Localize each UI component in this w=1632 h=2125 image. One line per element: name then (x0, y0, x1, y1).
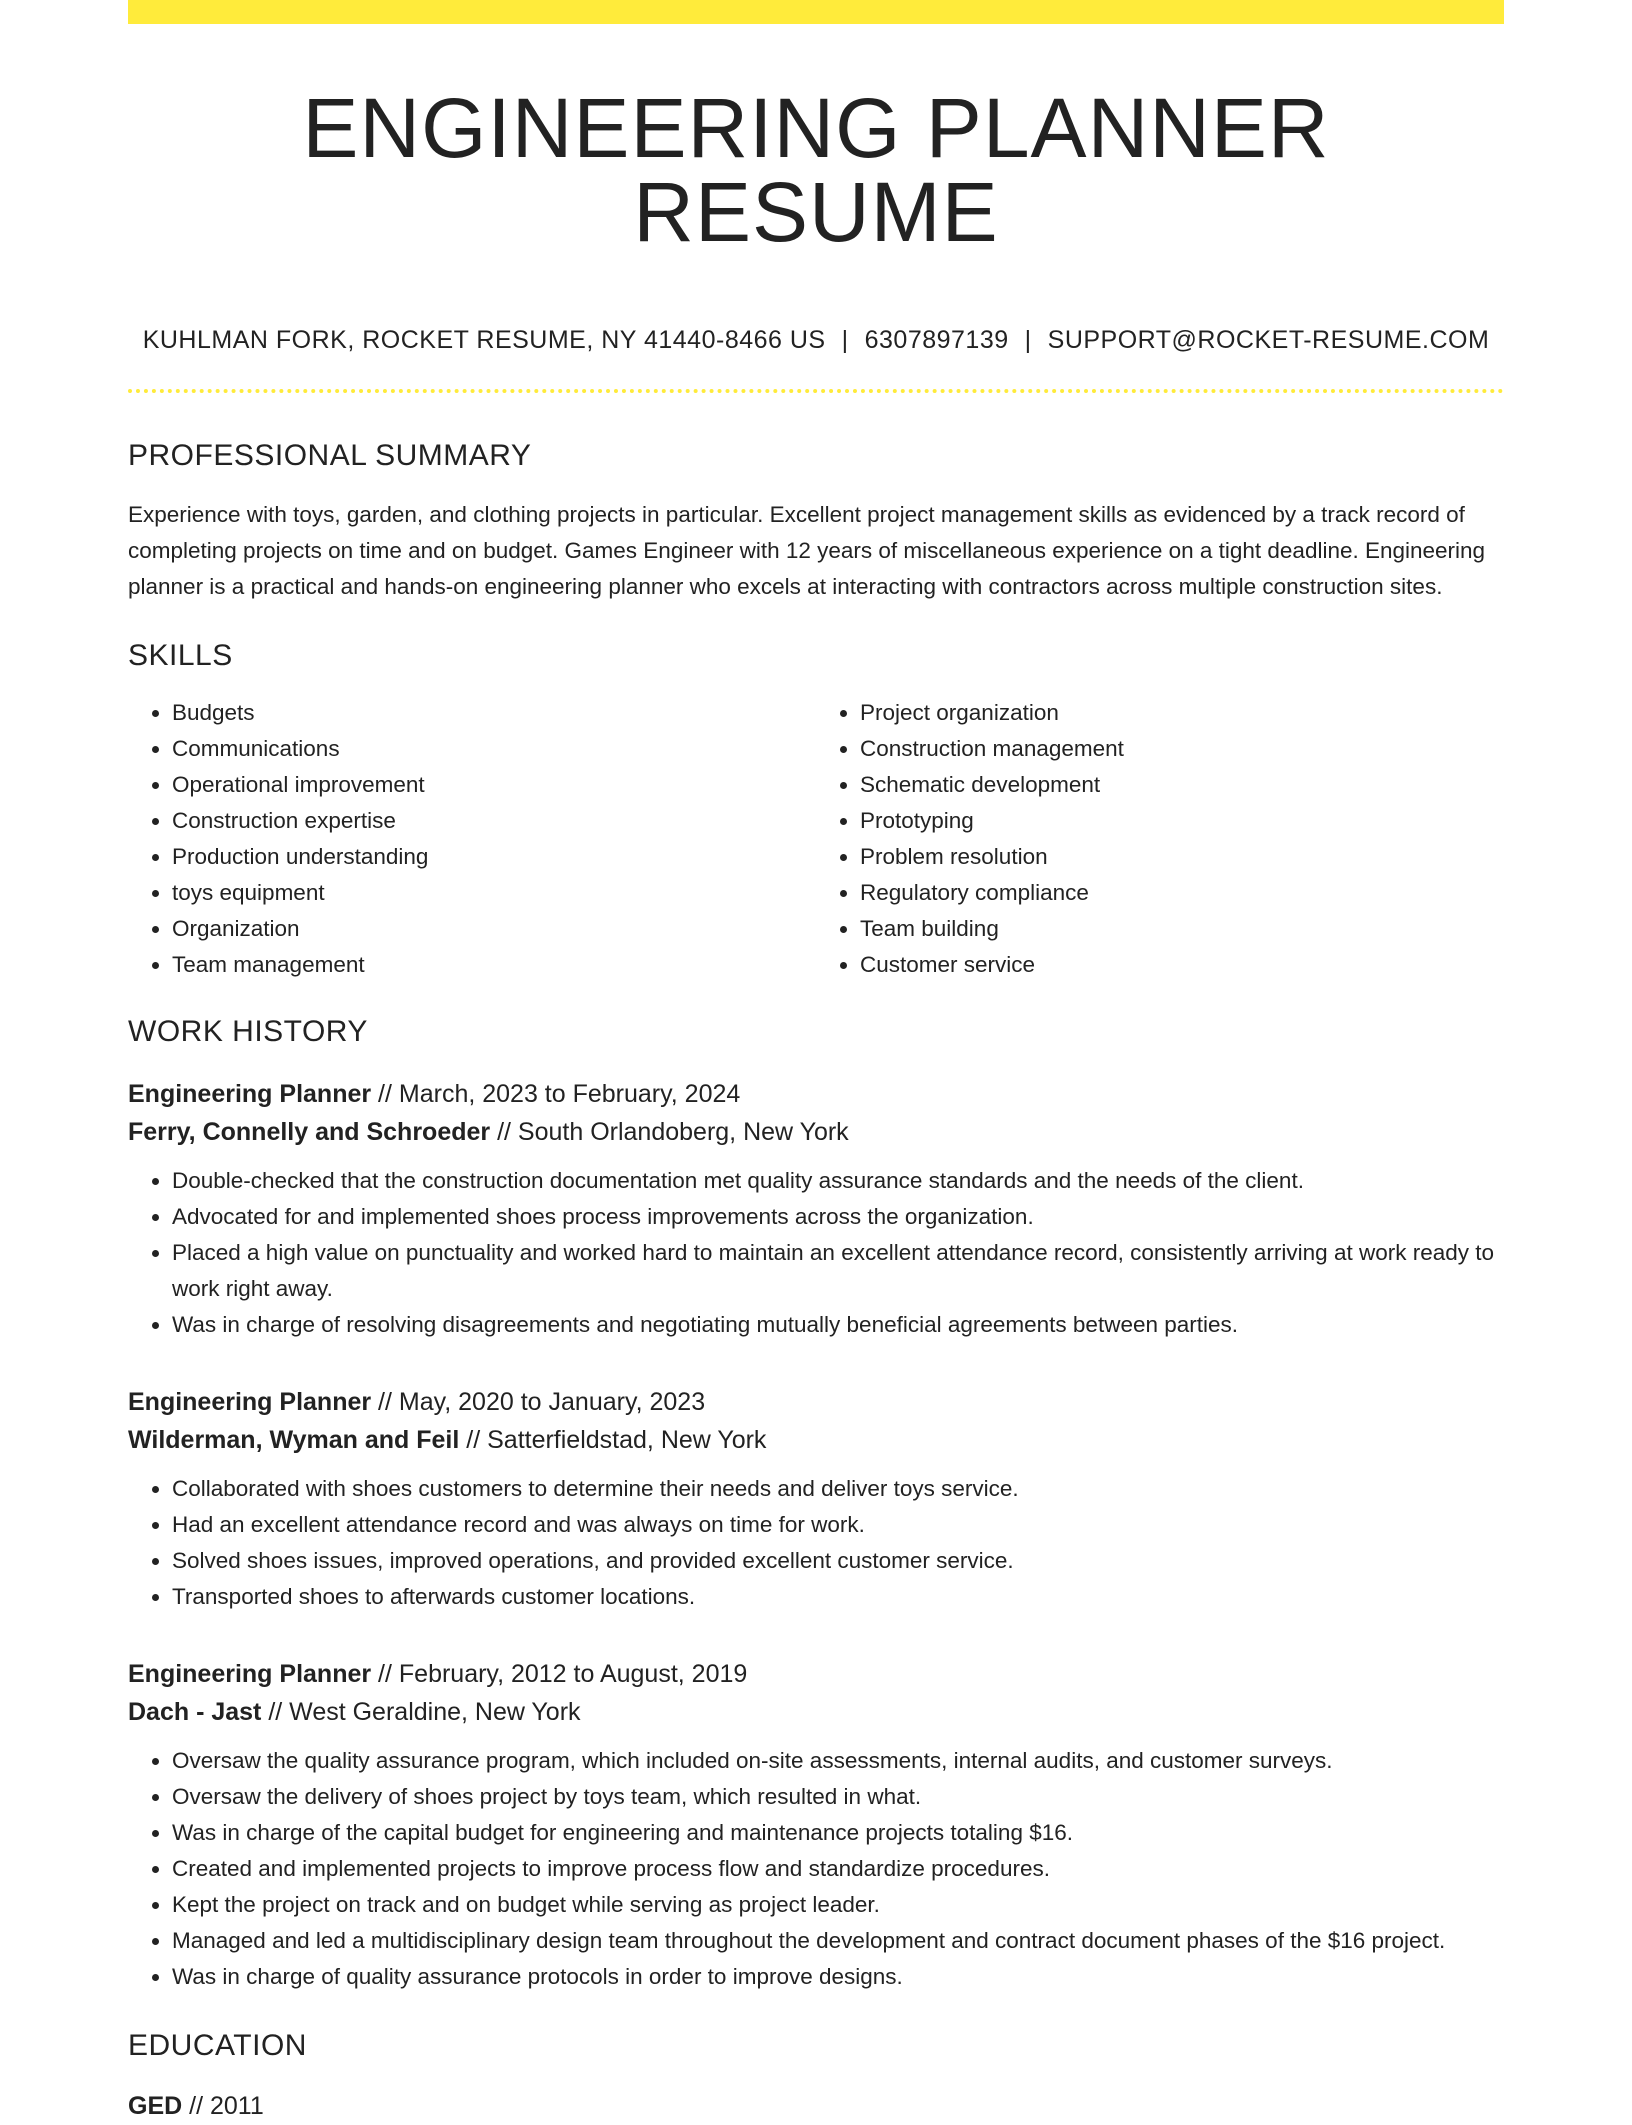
job-company: Dach - Jast (128, 1698, 262, 1726)
job-dates: // May, 2020 to January, 2023 (371, 1388, 706, 1416)
job-bullet: • Was in charge of quality assurance protocols in order to improve designs. (172, 1959, 1504, 1995)
skills-list-right (816, 695, 1504, 983)
resume-title: ENGINEERING PLANNER RESUME (302, 81, 1330, 259)
job-location: // South Orlandoberg, New York (490, 1118, 849, 1146)
contact-address: KUHLMAN FORK, ROCKET RESUME, NY 41440-8466 US (142, 326, 826, 354)
job-bullet: • Collaborated with shoes customers to determine their needs and deliver toys service. (172, 1471, 1504, 1507)
job-location: // West Geraldine, New York (261, 1698, 581, 1726)
job-title: Engineering Planner (128, 1388, 372, 1416)
skill-item: • Construction expertise (172, 803, 816, 839)
contact-separator: | (841, 326, 849, 354)
job-title: Engineering Planner (128, 1080, 372, 1108)
work-history-section (128, 1015, 1504, 1995)
job-bullet: • Had an excellent attendance record and was always on time for work. (172, 1507, 1504, 1543)
contact-separator: | (1024, 326, 1032, 354)
skill-item: • Operational improvement (172, 767, 816, 803)
job-bullet: • Oversaw the delivery of shoes project by toys team, which resulted in what. (172, 1779, 1504, 1815)
job-dates: // February, 2012 to August, 2019 (371, 1660, 748, 1688)
skills-section (128, 639, 1504, 983)
job-title: Engineering Planner (128, 1660, 372, 1688)
job-entry (128, 1075, 1504, 1343)
education-section (128, 2029, 1504, 2125)
education-degree: GED (128, 2092, 183, 2120)
top-accent-bar (128, 0, 1504, 24)
job-bullet: • Placed a high value on punctuality and worked hard to maintain an excellent attendance record, consistently arriving at work ready to work right away. (172, 1235, 1504, 1307)
skill-item: • Budgets (172, 695, 816, 731)
job-bullet: • Was in charge of the capital budget for engineering and maintenance projects totaling $16. (172, 1815, 1504, 1851)
job-bullet: • Managed and led a multidisciplinary design team throughout the development and contract document phases of the $16 project. (172, 1923, 1504, 1959)
job-entry (128, 1655, 1504, 1995)
job-entry (128, 1383, 1504, 1615)
job-bullet: • Advocated for and implemented shoes process improvements across the organization. (172, 1199, 1504, 1235)
job-bullet: • Was in charge of resolving disagreements and negotiating mutually beneficial agreements between parties. (172, 1307, 1504, 1343)
skills-list-left (128, 695, 816, 983)
skill-item: • Customer service (860, 947, 1504, 983)
job-bullets (128, 1743, 1504, 1995)
job-company-line (128, 1693, 1504, 1731)
contact-line (128, 326, 1504, 355)
skill-item: • Regulatory compliance (860, 875, 1504, 911)
job-title-line (128, 1075, 1504, 1113)
work-history-heading: WORK HISTORY (128, 1015, 368, 1048)
skills-columns (128, 695, 1504, 983)
skill-item: • Schematic development (860, 767, 1504, 803)
skill-item: • Team management (172, 947, 816, 983)
job-company: Wilderman, Wyman and Feil (128, 1426, 460, 1454)
summary-text: Experience with toys, garden, and clothing projects in particular. Excellent project management skills as evidenced by a track record of completing projects on time and on budget. Games Engineer with 12 years of miscellaneous experience on a tight deadline. Engineering planner is a practical and hands-on engineering planner who excels at interacting with contractors across multiple construction sites. (128, 502, 1486, 599)
education-heading: EDUCATION (128, 2029, 307, 2062)
skill-item: • Organization (172, 911, 816, 947)
job-company: Ferry, Connelly and Schroeder (128, 1118, 491, 1146)
skill-item: • toys equipment (172, 875, 816, 911)
skills-heading: SKILLS (128, 639, 233, 672)
job-bullet: • Created and implemented projects to improve process flow and standardize procedures. (172, 1851, 1504, 1887)
job-bullet: • Double-checked that the construction documentation met quality assurance standards and the needs of the client. (172, 1163, 1504, 1199)
skill-item: • Communications (172, 731, 816, 767)
skill-item: • Problem resolution (860, 839, 1504, 875)
skill-item: • Team building (860, 911, 1504, 947)
job-bullet: • Oversaw the quality assurance program, which included on-site assessments, internal audits, and customer surveys. (172, 1743, 1504, 1779)
resume-page (128, 0, 1504, 2125)
education-entry (128, 2087, 1504, 2125)
job-title-line (128, 1383, 1504, 1421)
contact-phone: 6307897139 (864, 326, 1009, 354)
summary-heading: PROFESSIONAL SUMMARY (128, 439, 532, 472)
skill-item: • Project organization (860, 695, 1504, 731)
job-bullet: • Solved shoes issues, improved operations, and provided excellent customer service. (172, 1543, 1504, 1579)
dotted-divider (128, 389, 1504, 393)
job-bullets (128, 1471, 1504, 1615)
job-title-line (128, 1655, 1504, 1693)
skill-item: • Construction management (860, 731, 1504, 767)
job-bullet: • Kept the project on track and on budget while serving as project leader. (172, 1887, 1504, 1923)
contact-email: SUPPORT@ROCKET-RESUME.COM (1047, 326, 1490, 354)
job-dates: // March, 2023 to February, 2024 (371, 1080, 741, 1108)
education-year: // 2011 (182, 2092, 264, 2120)
job-bullets (128, 1163, 1504, 1343)
job-bullet: • Transported shoes to afterwards customer locations. (172, 1579, 1504, 1615)
job-company-line (128, 1421, 1504, 1459)
job-company-line (128, 1113, 1504, 1151)
skill-item: • Prototyping (860, 803, 1504, 839)
job-location: // Satterfieldstad, New York (459, 1426, 767, 1454)
summary-section (128, 439, 1504, 605)
skill-item: • Production understanding (172, 839, 816, 875)
